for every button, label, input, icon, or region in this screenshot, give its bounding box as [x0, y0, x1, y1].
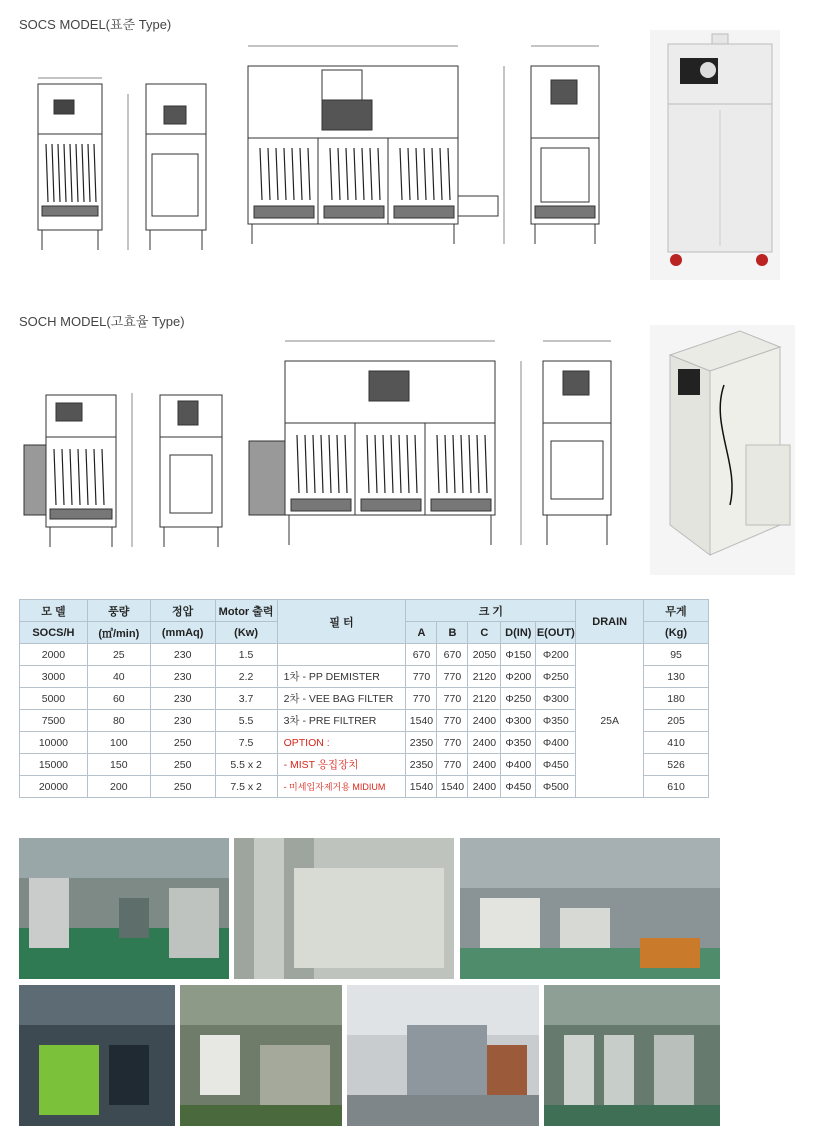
cell-b: 770 — [437, 688, 468, 710]
header-size-e: E(OUT) — [536, 622, 576, 644]
cell-model: 20000 — [20, 776, 88, 798]
cell-weight: 526 — [644, 754, 709, 776]
cell-model: 7500 — [20, 710, 88, 732]
header-flow: 풍량 — [87, 600, 150, 622]
cell-e: Φ200 — [536, 644, 576, 666]
header-size: 크 기 — [406, 600, 576, 622]
cell-weight: 95 — [644, 644, 709, 666]
socs-front-drawing — [32, 70, 137, 260]
cell-e: Φ500 — [536, 776, 576, 798]
cell-c: 2400 — [468, 776, 501, 798]
cell-model: 5000 — [20, 688, 88, 710]
cell-a: 1540 — [406, 710, 437, 732]
cell-model: 15000 — [20, 754, 88, 776]
cell-d: Φ250 — [501, 688, 536, 710]
cell-pressure: 230 — [150, 666, 215, 688]
table-row — [20, 644, 709, 666]
cell-pressure: 250 — [150, 754, 215, 776]
cell-e: Φ450 — [536, 754, 576, 776]
header-filter: 필 터 — [277, 600, 406, 644]
header-model-unit: SOCS/H — [20, 622, 88, 644]
cell-motor: 1.5 — [215, 644, 277, 666]
socs-section-title: SOCS MODEL(표준 Type) — [19, 17, 172, 32]
header-weight-unit: (Kg) — [644, 622, 709, 644]
header-weight: 무게 — [644, 600, 709, 622]
cell-filter: 1차 - PP DEMISTER — [277, 666, 406, 688]
cell-pressure: 230 — [150, 688, 215, 710]
cell-motor: 5.5 x 2 — [215, 754, 277, 776]
soch-side2-drawing — [537, 335, 617, 557]
cell-b: 770 — [437, 732, 468, 754]
cell-model: 3000 — [20, 666, 88, 688]
cell-flow: 150 — [87, 754, 150, 776]
header-pressure: 정압 — [150, 600, 215, 622]
cell-filter: 3차 - PRE FILTRER — [277, 710, 406, 732]
cell-e: Φ400 — [536, 732, 576, 754]
soch-front-drawing — [20, 365, 140, 555]
header-motor: Motor 출력 — [215, 600, 277, 622]
cell-flow: 25 — [87, 644, 150, 666]
cell-motor: 7.5 x 2 — [215, 776, 277, 798]
socs-wide-drawing — [238, 40, 513, 255]
header-size-b: B — [437, 622, 468, 644]
cell-a: 670 — [406, 644, 437, 666]
installation-photo-3 — [460, 838, 720, 979]
cell-a: 2350 — [406, 754, 437, 776]
cell-b: 770 — [437, 666, 468, 688]
cell-filter: 2차 - VEE BAG FILTER — [277, 688, 406, 710]
cell-a: 770 — [406, 666, 437, 688]
cell-b: 770 — [437, 710, 468, 732]
cell-weight: 610 — [644, 776, 709, 798]
header-size-c: C — [468, 622, 501, 644]
cell-flow: 200 — [87, 776, 150, 798]
cell-d: Φ400 — [501, 754, 536, 776]
cell-motor: 5.5 — [215, 710, 277, 732]
cell-d: Φ200 — [501, 666, 536, 688]
header-motor-unit: (Kw) — [215, 622, 277, 644]
header-model: 모 델 — [20, 600, 88, 622]
cell-filter-option: - 미세입자제거용 MIDIUM — [277, 776, 406, 798]
cell-d: Φ350 — [501, 732, 536, 754]
header-drain: DRAIN — [576, 600, 644, 644]
cell-flow: 80 — [87, 710, 150, 732]
cell-c: 2400 — [468, 754, 501, 776]
cell-b: 670 — [437, 644, 468, 666]
table-header-row-top — [20, 600, 709, 622]
cell-flow: 60 — [87, 688, 150, 710]
cell-pressure: 250 — [150, 776, 215, 798]
cell-d: Φ150 — [501, 644, 536, 666]
installation-photo-7 — [544, 985, 720, 1126]
cell-e: Φ350 — [536, 710, 576, 732]
installation-photo-5 — [180, 985, 342, 1126]
cell-b: 770 — [437, 754, 468, 776]
installation-photo-6 — [347, 985, 539, 1126]
cell-motor: 2.2 — [215, 666, 277, 688]
socs-side-drawing — [140, 70, 220, 260]
cell-weight: 205 — [644, 710, 709, 732]
installation-photo-1 — [19, 838, 229, 979]
cell-c: 2400 — [468, 710, 501, 732]
cell-pressure: 230 — [150, 644, 215, 666]
cell-flow: 100 — [87, 732, 150, 754]
cell-motor: 7.5 — [215, 732, 277, 754]
soch-section-title: SOCH MODEL(고효율 Type) — [19, 314, 185, 329]
cell-d: Φ450 — [501, 776, 536, 798]
cell-model: 10000 — [20, 732, 88, 754]
cell-weight: 410 — [644, 732, 709, 754]
cell-a: 2350 — [406, 732, 437, 754]
cell-drain: 25A — [576, 644, 644, 798]
cell-pressure: 250 — [150, 732, 215, 754]
socs-unit-photo — [650, 30, 780, 280]
cell-filter-option: OPTION : — [277, 732, 406, 754]
cell-flow: 40 — [87, 666, 150, 688]
cell-c: 2120 — [468, 666, 501, 688]
cell-c: 2400 — [468, 732, 501, 754]
cell-e: Φ250 — [536, 666, 576, 688]
socs-side2-drawing — [525, 40, 605, 255]
cell-c: 2120 — [468, 688, 501, 710]
cell-a: 770 — [406, 688, 437, 710]
cell-weight: 130 — [644, 666, 709, 688]
cell-filter-option: - MIST 응집장치 — [277, 754, 406, 776]
cell-filter — [277, 644, 406, 666]
soch-wide-drawing — [245, 335, 530, 557]
cell-a: 1540 — [406, 776, 437, 798]
cell-weight: 180 — [644, 688, 709, 710]
cell-pressure: 230 — [150, 710, 215, 732]
cell-model: 2000 — [20, 644, 88, 666]
cell-c: 2050 — [468, 644, 501, 666]
soch-unit-photo — [650, 325, 795, 575]
installation-photo-2 — [234, 838, 454, 979]
installation-photo-4 — [19, 985, 175, 1126]
cell-b: 1540 — [437, 776, 468, 798]
soch-side-drawing — [152, 365, 232, 555]
cell-d: Φ300 — [501, 710, 536, 732]
header-flow-unit: (㎥/min) — [87, 622, 150, 644]
header-size-a: A — [406, 622, 437, 644]
cell-e: Φ300 — [536, 688, 576, 710]
cell-motor: 3.7 — [215, 688, 277, 710]
header-size-d: D(IN) — [501, 622, 536, 644]
header-pressure-unit: (mmAq) — [150, 622, 215, 644]
spec-table — [19, 599, 709, 798]
